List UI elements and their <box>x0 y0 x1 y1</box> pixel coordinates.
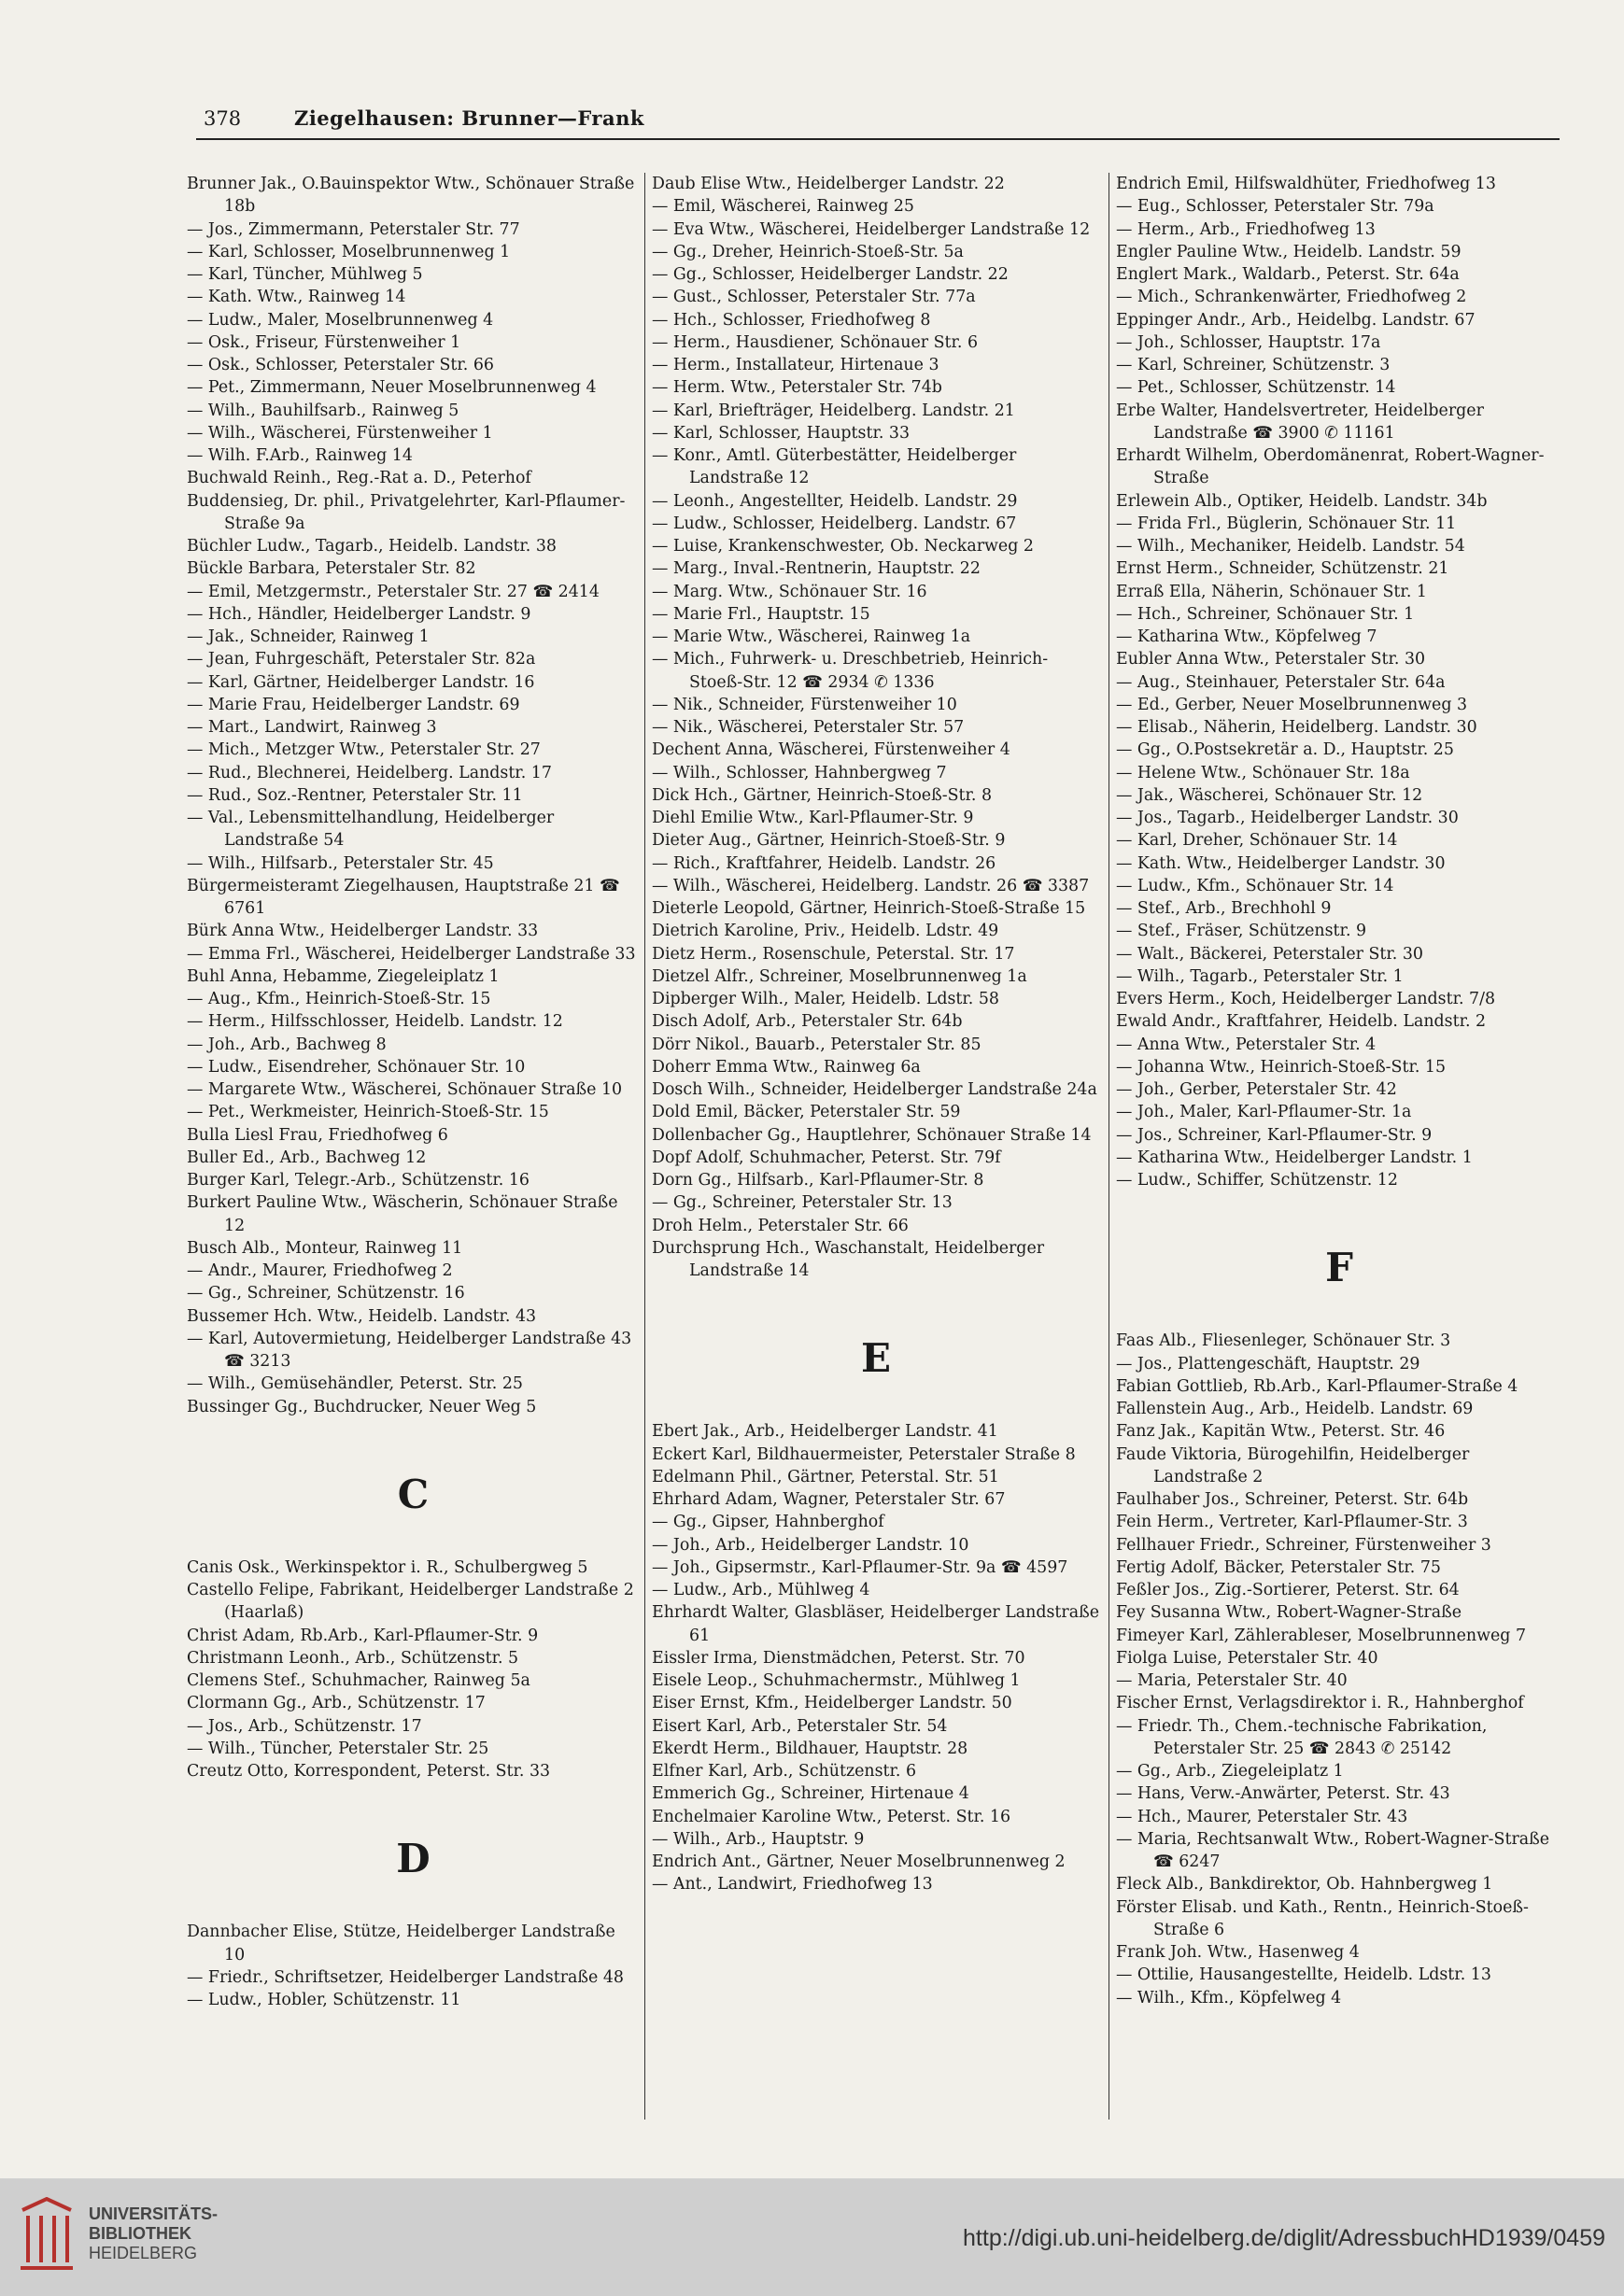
directory-entry: Dieter Aug., Gärtner, Heinrich-Stoeß-Str. 9 <box>652 831 1006 851</box>
directory-entry: Dietrich Karoline, Priv., Heidelb. Ldstr. 49 <box>652 922 999 941</box>
directory-entry: Eissler Irma, Dienstmädchen, Peterst. Str. 70 <box>652 1648 1025 1668</box>
directory-entry: Brunner Jak., O.Bauinspektor Wtw., Schönauer Straße 18b <box>187 175 635 217</box>
directory-entry: Castello Felipe, Fabrikant, Heidelberger Landstraße 2 (Haarlaß) <box>187 1581 634 1623</box>
directory-entry: Dold Emil, Bäcker, Peterstaler Str. 59 <box>652 1103 961 1122</box>
directory-entry: — Karl, Tüncher, Mühlweg 5 <box>187 265 423 284</box>
section-letter: D <box>396 1836 431 1882</box>
directory-entry: Diehl Emilie Wtw., Karl-Pflaumer-Str. 9 <box>652 809 974 827</box>
directory-entry: — Gg., Arb., Ziegeleiplatz 1 <box>1116 1762 1344 1781</box>
directory-entry: — Frida Frl., Büglerin, Schönauer Str. 11 <box>1116 514 1457 533</box>
directory-entry: — Andr., Maurer, Friedhofweg 2 <box>187 1261 453 1280</box>
directory-entry: Faas Alb., Fliesenleger, Schönauer Str. 3 <box>1116 1331 1451 1351</box>
source-url-link[interactable]: http://digi.ub.uni-heidelberg.de/diglit/AdressbuchHD1939/0459 <box>963 2225 1605 2251</box>
directory-entry: — Emil, Wäscherei, Rainweg 25 <box>652 197 914 217</box>
directory-entry: Förster Elisab. und Kath., Rentn., Heinrich-Stoeß-Straße 6 <box>1116 1897 1529 1939</box>
directory-entry: Eppinger Andr., Arb., Heidelbg. Landstr. 67 <box>1116 310 1476 330</box>
directory-entry: — Maria, Rechtsanwalt Wtw., Robert-Wagner-Straße ☎ 6247 <box>1116 1829 1550 1871</box>
directory-entry: Dopf Adolf, Schuhmacher, Peterst. Str. 79f <box>652 1148 1001 1167</box>
directory-entry: — Joh., Gipsermstr., Karl-Pflaumer-Str. 9a ☎ 4597 <box>652 1557 1068 1577</box>
directory-entry: Buhl Anna, Hebamme, Ziegeleiplatz 1 <box>187 966 500 986</box>
directory-entry: Canis Osk., Werkinspektor i. R., Schulbergweg 5 <box>187 1557 588 1577</box>
directory-entry: — Wilh., Tagarb., Peterstaler Str. 1 <box>1116 966 1404 986</box>
directory-entry: — Gg., Gipser, Hahnberghof <box>652 1513 884 1532</box>
directory-entry: — Mart., Landwirt, Rainweg 3 <box>187 718 437 737</box>
directory-entry: — Hch., Maurer, Peterstaler Str. 43 <box>1116 1807 1408 1826</box>
directory-entry: Erlewein Alb., Optiker, Heidelb. Landstr. 34b <box>1116 491 1488 511</box>
directory-entry: — Wilh., Bauhilfsarb., Rainweg 5 <box>187 401 459 420</box>
directory-entry: Englert Mark., Waldarb., Peterst. Str. 64a <box>1116 265 1460 284</box>
directory-entry: Fiolga Luise, Peterstaler Str. 40 <box>1116 1648 1378 1668</box>
directory-entry: — Eva Wtw., Wäscherei, Heidelberger Landstraße 12 <box>652 219 1091 239</box>
directory-entry: — Gg., Schreiner, Peterstaler Str. 13 <box>652 1193 953 1213</box>
section-letter: C <box>397 1471 430 1517</box>
directory-entry: — Wilh., Hilfsarb., Peterstaler Str. 45 <box>187 853 494 873</box>
directory-columns <box>187 173 1560 2129</box>
directory-entry: — Kath. Wtw., Rainweg 14 <box>187 288 406 307</box>
directory-entry: — Herm. Wtw., Peterstaler Str. 74b <box>652 378 942 398</box>
directory-entry: — Joh., Arb., Heidelberger Landstr. 10 <box>652 1535 969 1555</box>
directory-entry: Dietzel Alfr., Schreiner, Moselbrunnenweg 1a <box>652 966 1027 986</box>
directory-entry: — Jos., Plattengeschäft, Hauptstr. 29 <box>1116 1354 1420 1373</box>
directory-entry: — Walt., Bäckerei, Peterstaler Str. 30 <box>1116 944 1423 964</box>
directory-entry: — Rud., Blechnerei, Heidelberg. Landstr. 17 <box>187 763 552 782</box>
directory-entry: Disch Adolf, Arb., Peterstaler Str. 64b <box>652 1012 963 1032</box>
directory-entry: Bussemer Hch. Wtw., Heidelb. Landstr. 43 <box>187 1306 537 1326</box>
directory-entry: — Konr., Amtl. Güterbestätter, Heidelberger Landstraße 12 <box>652 446 1017 488</box>
directory-entry: — Emil, Metzgermstr., Peterstaler Str. 27 ☎ 2414 <box>187 582 600 601</box>
page-header <box>196 101 1560 140</box>
directory-entry: — Jean, Fuhrgeschäft, Peterstaler Str. 82a <box>187 650 536 669</box>
directory-entry: Dörr Nikol., Bauarb., Peterstaler Str. 85 <box>652 1035 981 1054</box>
directory-entry: Ehrhard Adam, Wagner, Peterstaler Str. 67 <box>652 1490 1006 1509</box>
section-letter: E <box>860 1335 891 1382</box>
directory-entry: — Hans, Verw.-Anwärter, Peterst. Str. 43 <box>1116 1784 1450 1804</box>
directory-entry: — Ludw., Schlosser, Heidelberg. Landstr. 67 <box>652 514 1017 533</box>
directory-entry: Bürgermeisteramt Ziegelhausen, Hauptstraße 21 ☎ 6761 <box>187 876 620 918</box>
directory-entry: Fein Herm., Vertreter, Karl-Pflaumer-Str. 3 <box>1116 1513 1468 1532</box>
directory-entry: — Friedr. Th., Chem.-technische Fabrikation, Peterstaler Str. 25 ☎ 2843 ✆ 25142 <box>1116 1716 1488 1758</box>
directory-entry: — Marie Frl., Hauptstr. 15 <box>652 604 870 624</box>
directory-entry: Fanz Jak., Kapitän Wtw., Peterst. Str. 46 <box>1116 1422 1446 1442</box>
directory-entry: Dipberger Wilh., Maler, Heidelb. Ldstr. 58 <box>652 990 999 1008</box>
directory-entry: Christ Adam, Rb.Arb., Karl-Pflaumer-Str. 9 <box>187 1626 539 1645</box>
directory-entry: — Ludw., Eisendreher, Schönauer Str. 10 <box>187 1057 526 1077</box>
directory-entry: — Leonh., Angestellter, Heidelb. Landstr. 29 <box>652 491 1018 511</box>
directory-entry: Dorn Gg., Hilfsarb., Karl-Pflaumer-Str. 8 <box>652 1171 984 1190</box>
directory-entry: — Anna Wtw., Peterstaler Str. 4 <box>1116 1035 1377 1054</box>
directory-entry: Droh Helm., Peterstaler Str. 66 <box>652 1216 909 1235</box>
directory-entry: Dollenbacher Gg., Hauptlehrer, Schönauer Straße 14 <box>652 1125 1092 1145</box>
directory-entry: — Stef., Fräser, Schützenstr. 9 <box>1116 922 1367 941</box>
directory-entry: Fellhauer Friedr., Schreiner, Fürstenweiher 3 <box>1116 1535 1491 1555</box>
directory-entry: — Jak., Schneider, Rainweg 1 <box>187 627 430 646</box>
directory-entry: — Friedr., Schriftsetzer, Heidelberger Landstraße 48 <box>187 1967 624 1987</box>
directory-entry: — Emma Frl., Wäscherei, Heidelberger Landstraße 33 <box>187 944 636 964</box>
directory-entry: Erhardt Wilhelm, Oberdomänenrat, Robert-Wagner-Straße <box>1116 446 1545 488</box>
page-title: Ziegelhausen: Brunner—Frank <box>294 106 644 130</box>
directory-entry: Busch Alb., Monteur, Rainweg 11 <box>187 1238 463 1258</box>
directory-entry: — Jos., Arb., Schützenstr. 17 <box>187 1716 422 1736</box>
directory-entry: Buller Ed., Arb., Bachweg 12 <box>187 1148 427 1167</box>
directory-entry: Dick Hch., Gärtner, Heinrich-Stoeß-Str. 8 <box>652 785 993 805</box>
directory-entry: Ekerdt Herm., Bildhauer, Hauptstr. 28 <box>652 1739 968 1758</box>
page-number: 378 <box>204 107 242 130</box>
directory-entry: — Jak., Wäscherei, Schönauer Str. 12 <box>1116 785 1423 805</box>
directory-entry: — Jos., Zimmermann, Peterstaler Str. 77 <box>187 219 520 239</box>
directory-entry: — Wilh., Wäscherei, Fürstenweiher 1 <box>187 423 493 443</box>
directory-entry: Buchwald Reinh., Reg.-Rat a. D., Peterhof <box>187 469 531 488</box>
directory-entry: — Margarete Wtw., Wäscherei, Schönauer Straße 10 <box>187 1080 623 1099</box>
directory-entry: Clormann Gg., Arb., Schützenstr. 17 <box>187 1694 486 1713</box>
directory-entry: Eisert Karl, Arb., Peterstaler Str. 54 <box>652 1716 948 1736</box>
directory-entry: — Wilh., Tüncher, Peterstaler Str. 25 <box>187 1739 489 1758</box>
directory-entry: — Joh., Gerber, Peterstaler Str. 42 <box>1116 1080 1397 1099</box>
directory-entry: Fleck Alb., Bankdirektor, Ob. Hahnbergweg 1 <box>1116 1875 1493 1895</box>
directory-entry: — Gust., Schlosser, Peterstaler Str. 77a <box>652 288 976 307</box>
directory-entry: — Ottilie, Hausangestellte, Heidelb. Ldstr. 13 <box>1116 1965 1491 1985</box>
directory-entry: Eckert Karl, Bildhauermeister, Peterstaler Straße 8 <box>652 1444 1076 1464</box>
directory-entry: — Johanna Wtw., Heinrich-Stoeß-Str. 15 <box>1116 1057 1447 1077</box>
directory-entry: — Luise, Krankenschwester, Ob. Neckarweg 2 <box>652 537 1034 556</box>
directory-entry: Daub Elise Wtw., Heidelberger Landstr. 22 <box>652 175 1005 193</box>
directory-entry: — Wilh., Schlosser, Hahnbergweg 7 <box>652 763 947 782</box>
directory-entry: — Nik., Schneider, Fürstenweiher 10 <box>652 695 957 714</box>
directory-entry: Dosch Wilh., Schneider, Heidelberger Landstraße 24a <box>652 1080 1097 1099</box>
directory-entry: Creutz Otto, Korrespondent, Peterst. Str. 33 <box>187 1762 551 1781</box>
directory-entry: — Katharina Wtw., Köpfelweg 7 <box>1116 627 1377 646</box>
directory-entry: — Gg., Schlosser, Heidelberger Landstr. 22 <box>652 265 1009 284</box>
directory-entry: Dannbacher Elise, Stütze, Heidelberger Landstraße 10 <box>187 1923 615 1965</box>
directory-entry: — Ludw., Maler, Moselbrunnenweg 4 <box>187 310 494 330</box>
directory-entry: — Ant., Landwirt, Friedhofweg 13 <box>652 1875 933 1895</box>
directory-entry: Eisele Leop., Schuhmachermstr., Mühlweg 1 <box>652 1671 1021 1690</box>
directory-entry: — Katharina Wtw., Heidelberger Landstr. 1 <box>1116 1148 1473 1167</box>
directory-entry: — Karl, Autovermietung, Heidelberger Landstraße 43 ☎ 3213 <box>187 1329 632 1371</box>
directory-entry: — Mich., Fuhrwerk- u. Dreschbetrieb, Heinrich-Stoeß-Str. 12 ☎ 2934 ✆ 1336 <box>652 650 1049 692</box>
directory-entry: — Jos., Schreiner, Karl-Pflaumer-Str. 9 <box>1116 1125 1433 1145</box>
directory-entry: — Marie Frau, Heidelberger Landstr. 69 <box>187 695 520 714</box>
directory-entry: — Wilh., Gemüsehändler, Peterst. Str. 25 <box>187 1374 523 1394</box>
directory-entry: Erbe Walter, Handelsvertreter, Heidelberger Landstraße ☎ 3900 ✆ 11161 <box>1116 401 1484 443</box>
directory-entry: — Pet., Zimmermann, Neuer Moselbrunnenweg 4 <box>187 378 597 398</box>
directory-entry: Ebert Jak., Arb., Heidelberger Landstr. 41 <box>652 1422 998 1442</box>
directory-entry: — Gg., O.Postsekretär a. D., Hauptstr. 25 <box>1116 740 1454 760</box>
directory-entry: Faude Viktoria, Bürogehilfin, Heidelberger Landstraße 2 <box>1116 1444 1470 1486</box>
directory-entry: — Pet., Werkmeister, Heinrich-Stoeß-Str. 15 <box>187 1103 549 1122</box>
section-letter: F <box>1325 1245 1353 1291</box>
directory-entry: Fischer Ernst, Verlagsdirektor i. R., Hahnberghof <box>1116 1694 1524 1713</box>
directory-entry: Bussinger Gg., Buchdrucker, Neuer Weg 5 <box>187 1397 537 1416</box>
directory-entry: Endrich Emil, Hilfswaldhüter, Friedhofweg 13 <box>1116 175 1496 193</box>
directory-entry: — Val., Lebensmittelhandlung, Heidelberger Landstraße 54 <box>187 809 555 851</box>
directory-entry: — Aug., Steinhauer, Peterstaler Str. 64a <box>1116 672 1446 692</box>
directory-entry: — Wilh., Mechaniker, Heidelb. Landstr. 54 <box>1116 537 1465 556</box>
library-logo-icon <box>17 2197 77 2272</box>
column-3 <box>1116 173 1562 2129</box>
directory-entry: Clemens Stef., Schuhmacher, Rainweg 5a <box>187 1671 530 1690</box>
directory-entry: — Ludw., Schiffer, Schützenstr. 12 <box>1116 1171 1398 1190</box>
directory-entry: — Hch., Schlosser, Friedhofweg 8 <box>652 310 931 330</box>
directory-entry: — Kath. Wtw., Heidelberger Landstr. 30 <box>1116 853 1446 873</box>
directory-entry: — Eug., Schlosser, Peterstaler Str. 79a <box>1116 197 1434 217</box>
directory-entry: Dieterle Leopold, Gärtner, Heinrich-Stoeß-Straße 15 <box>652 899 1086 918</box>
directory-entry: — Osk., Schlosser, Peterstaler Str. 66 <box>187 356 494 374</box>
directory-entry: Bulla Liesl Frau, Friedhofweg 6 <box>187 1125 448 1145</box>
directory-entry: — Karl, Dreher, Schönauer Str. 14 <box>1116 831 1398 851</box>
directory-entry: — Karl, Schlosser, Moselbrunnenweg 1 <box>187 242 511 261</box>
directory-entry: Durchsprung Hch., Waschanstalt, Heidelberger Landstraße 14 <box>652 1238 1045 1280</box>
directory-entry: Ehrhardt Walter, Glasbläser, Heidelberger Landstraße 61 <box>652 1603 1100 1645</box>
directory-entry: — Rich., Kraftfahrer, Heidelb. Landstr. 26 <box>652 853 996 873</box>
directory-entry: — Ed., Gerber, Neuer Moselbrunnenweg 3 <box>1116 695 1468 714</box>
directory-entry: Bürk Anna Wtw., Heidelberger Landstr. 33 <box>187 922 539 941</box>
directory-entry: Fimeyer Karl, Zählerableser, Moselbrunnenweg 7 <box>1116 1626 1527 1645</box>
directory-entry: — Wilh., Arb., Hauptstr. 9 <box>652 1829 865 1849</box>
directory-entry: — Jos., Tagarb., Heidelberger Landstr. 30 <box>1116 809 1459 827</box>
directory-entry: Dechent Anna, Wäscherei, Fürstenweiher 4 <box>652 740 1010 760</box>
directory-entry: — Joh., Maler, Karl-Pflaumer-Str. 1a <box>1116 1103 1412 1122</box>
directory-entry: — Elisab., Näherin, Heidelberg. Landstr. 30 <box>1116 718 1477 737</box>
directory-entry: Fallenstein Aug., Arb., Heidelb. Landstr. 69 <box>1116 1400 1474 1418</box>
directory-entry: — Ludw., Hobler, Schützenstr. 11 <box>187 1991 461 2009</box>
library-name-line: UNIVERSITÄTS- <box>89 2204 219 2223</box>
directory-entry: — Marg., Inval.-Rentnerin, Hauptstr. 22 <box>652 559 981 579</box>
directory-entry: — Aug., Kfm., Heinrich-Stoeß-Str. 15 <box>187 990 491 1008</box>
directory-entry: Fabian Gottlieb, Rb.Arb., Karl-Pflaumer-Straße 4 <box>1116 1376 1518 1396</box>
directory-entry: Edelmann Phil., Gärtner, Peterstal. Str. 51 <box>652 1467 999 1486</box>
directory-entry: Christmann Leonh., Arb., Schützenstr. 5 <box>187 1648 519 1668</box>
directory-entry: — Nik., Wäscherei, Peterstaler Str. 57 <box>652 718 965 737</box>
directory-entry: Fertig Adolf, Bäcker, Peterstaler Str. 75 <box>1116 1557 1441 1577</box>
directory-entry: Engler Pauline Wtw., Heidelb. Landstr. 59 <box>1116 242 1462 261</box>
directory-entry: Endrich Ant., Gärtner, Neuer Moselbrunnenweg 2 <box>652 1852 1066 1871</box>
directory-entry: Dietz Herm., Rosenschule, Peterstal. Str. 17 <box>652 944 1015 964</box>
column-2 <box>652 173 1100 2129</box>
directory-entry: Faulhaber Jos., Schreiner, Peterst. Str. 64b <box>1116 1490 1469 1509</box>
directory-entry: Bückle Barbara, Peterstaler Str. 82 <box>187 559 476 579</box>
library-name-line: BIBLIOTHEK <box>89 2224 191 2243</box>
directory-entry: Burkert Pauline Wtw., Wäscherin, Schönauer Straße 12 <box>187 1193 618 1235</box>
directory-entry: — Karl, Gärtner, Heidelberger Landstr. 16 <box>187 672 535 692</box>
directory-entry: — Helene Wtw., Schönauer Str. 18a <box>1116 763 1410 782</box>
directory-entry: — Mich., Metzger Wtw., Peterstaler Str. 27 <box>187 740 541 760</box>
directory-entry: Doherr Emma Wtw., Rainweg 6a <box>652 1057 921 1077</box>
directory-entry: Eiser Ernst, Kfm., Heidelberger Landstr. 50 <box>652 1694 1012 1713</box>
directory-entry: — Joh., Arb., Bachweg 8 <box>187 1035 387 1054</box>
library-name-line: HEIDELBERG <box>89 2244 198 2262</box>
directory-entry: — Karl, Schreiner, Schützenstr. 3 <box>1116 356 1391 374</box>
directory-entry: — Wilh. F.Arb., Rainweg 14 <box>187 446 413 465</box>
directory-entry: — Wilh., Kfm., Köpfelweg 4 <box>1116 1988 1342 2007</box>
directory-entry: Ewald Andr., Kraftfahrer, Heidelb. Landstr. 2 <box>1116 1012 1487 1032</box>
directory-entry: — Gg., Dreher, Heinrich-Stoeß-Str. 5a <box>652 242 964 261</box>
directory-entry: — Maria, Peterstaler Str. 40 <box>1116 1671 1348 1690</box>
directory-entry: — Hch., Schreiner, Schönauer Str. 1 <box>1116 604 1415 624</box>
directory-entry: — Rud., Soz.-Rentner, Peterstaler Str. 11 <box>187 785 523 805</box>
directory-entry: — Pet., Schlosser, Schützenstr. 14 <box>1116 378 1396 398</box>
directory-entry: Ernst Herm., Schneider, Schützenstr. 21 <box>1116 559 1449 579</box>
directory-entry: — Stef., Arb., Brechhohl 9 <box>1116 899 1332 918</box>
library-name <box>89 2204 218 2263</box>
directory-entry: — Karl, Briefträger, Heidelberg. Landstr. 21 <box>652 401 1015 420</box>
directory-entry: Emmerich Gg., Schreiner, Hirtenaue 4 <box>652 1784 969 1804</box>
directory-entry: Eubler Anna Wtw., Peterstaler Str. 30 <box>1116 650 1426 669</box>
directory-entry: — Mich., Schrankenwärter, Friedhofweg 2 <box>1116 288 1467 307</box>
column-1 <box>187 173 640 2129</box>
directory-entry: — Herm., Arb., Friedhofweg 13 <box>1116 219 1376 239</box>
directory-entry: — Gg., Schreiner, Schützenstr. 16 <box>187 1284 465 1303</box>
directory-entry: Buddensieg, Dr. phil., Privatgelehrter, Karl-Pflaumer-Straße 9a <box>187 491 626 533</box>
directory-entry: Burger Karl, Telegr.-Arb., Schützenstr. 16 <box>187 1171 530 1190</box>
directory-entry: Büchler Ludw., Tagarb., Heidelb. Landstr. 38 <box>187 537 557 556</box>
directory-entry: Erraß Ella, Näherin, Schönauer Str. 1 <box>1116 582 1427 601</box>
directory-entry: — Herm., Hilfsschlosser, Heidelb. Landstr. 12 <box>187 1012 563 1032</box>
directory-entry: Elfner Karl, Arb., Schützenstr. 6 <box>652 1762 917 1781</box>
directory-entry: — Herm., Hausdiener, Schönauer Str. 6 <box>652 332 979 352</box>
viewer-footer <box>0 2178 1624 2296</box>
directory-entry: — Marg. Wtw., Schönauer Str. 16 <box>652 582 927 601</box>
directory-entry: — Osk., Friseur, Fürstenweiher 1 <box>187 332 461 352</box>
directory-entry: — Wilh., Wäscherei, Heidelberg. Landstr. 26 ☎ 3387 <box>652 876 1090 895</box>
directory-entry: Feßler Jos., Zig.-Sortierer, Peterst. Str. 64 <box>1116 1581 1460 1599</box>
directory-entry: Evers Herm., Koch, Heidelberger Landstr. 7/8 <box>1116 990 1496 1008</box>
directory-entry: — Ludw., Kfm., Schönauer Str. 14 <box>1116 876 1394 895</box>
directory-entry: — Herm., Installateur, Hirtenaue 3 <box>652 356 939 374</box>
directory-entry: — Marie Wtw., Wäscherei, Rainweg 1a <box>652 627 971 646</box>
directory-entry: — Hch., Händler, Heidelberger Landstr. 9 <box>187 604 531 624</box>
directory-entry: — Karl, Schlosser, Hauptstr. 33 <box>652 423 911 443</box>
directory-entry: — Ludw., Arb., Mühlweg 4 <box>652 1581 870 1599</box>
directory-entry: — Joh., Schlosser, Hauptstr. 17a <box>1116 332 1381 352</box>
directory-entry: Enchelmaier Karoline Wtw., Peterst. Str. 16 <box>652 1807 1011 1826</box>
directory-entry: Fey Susanna Wtw., Robert-Wagner-Straße <box>1116 1603 1462 1623</box>
directory-entry: Frank Joh. Wtw., Hasenweg 4 <box>1116 1943 1360 1962</box>
column-divider <box>644 173 645 2120</box>
